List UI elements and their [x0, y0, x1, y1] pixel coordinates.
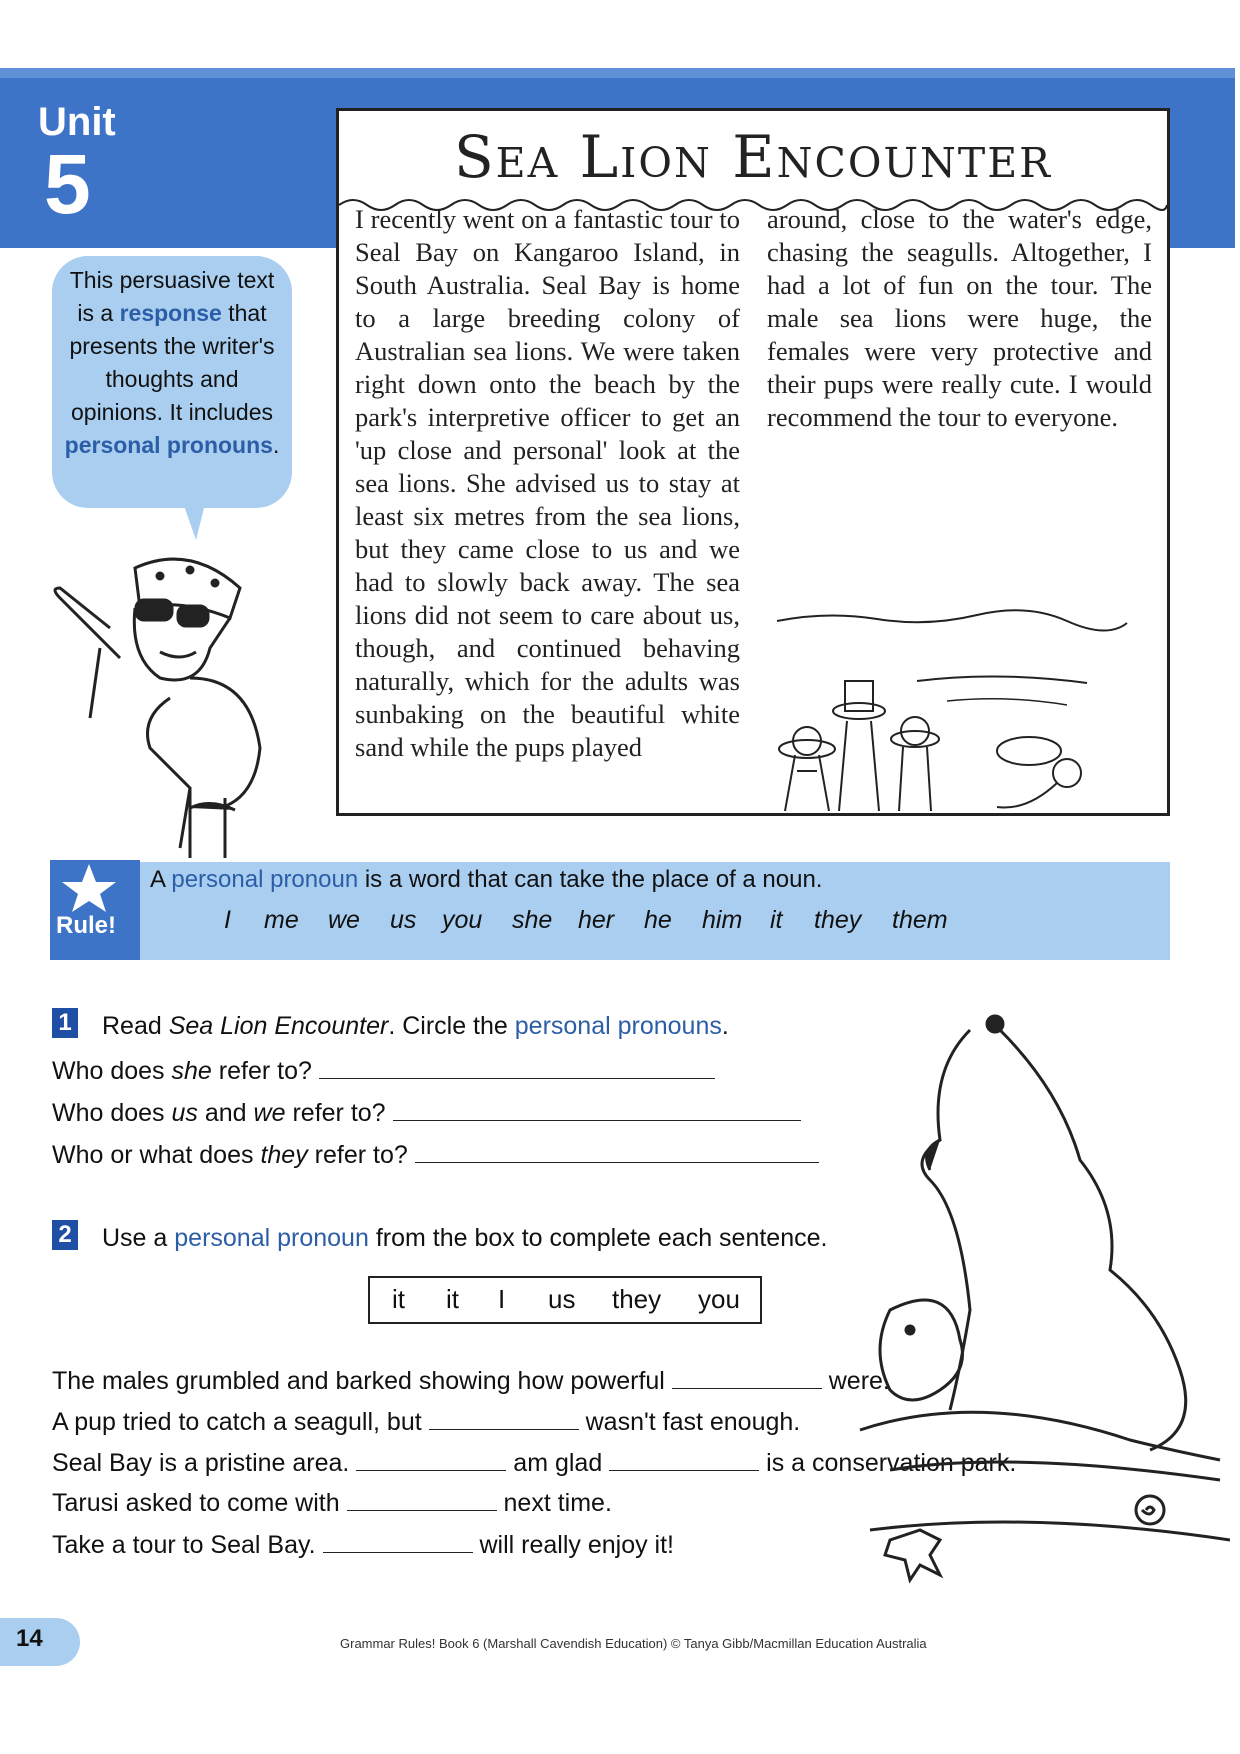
bubble-tail [180, 500, 210, 540]
answer-blank[interactable] [609, 1448, 759, 1471]
s4-a: Tarusi asked to come with [52, 1489, 340, 1517]
q1-word: she [171, 1057, 212, 1085]
pronoun-word: I [224, 906, 231, 934]
ex1-instr-term: personal pronouns [514, 1012, 722, 1040]
s5-b: will really enjoy it! [479, 1531, 674, 1559]
s1-a: The males grumbled and barked showing how powerful [52, 1367, 665, 1395]
s3-b: am glad [513, 1449, 603, 1477]
q2-word-2: we [253, 1099, 286, 1127]
box-word: you [698, 1284, 740, 1314]
bubble-text-1: This persuasive text is a [69, 267, 275, 326]
q1-b: refer to? [218, 1057, 312, 1085]
page-number: 14 [16, 1625, 43, 1652]
answer-blank[interactable] [319, 1056, 715, 1079]
exercise-1-badge: 1 [52, 1008, 78, 1038]
ex1-instr-a: Read [102, 1012, 162, 1040]
pronoun-word: they [814, 906, 862, 934]
answer-blank[interactable] [415, 1140, 819, 1163]
rule-term: personal pronoun [171, 866, 359, 893]
q2-mid: and [204, 1099, 247, 1127]
copyright-footer: Grammar Rules! Book 6 (Marshall Cavendish Education) © Tanya Gibb/Macmillan Education Australia [340, 1636, 927, 1651]
box-word: it [446, 1284, 459, 1314]
box-word: it [392, 1284, 405, 1314]
pronoun-word: she [512, 906, 553, 934]
q2-b: refer to? [292, 1099, 386, 1127]
bubble-text-3: . [272, 432, 280, 458]
header-stripe [0, 68, 1235, 78]
s2-a: A pup tried to catch a seagull, but [52, 1408, 422, 1436]
exercise-1-instruction [102, 1012, 729, 1041]
sentence-4 [52, 1488, 612, 1518]
answer-blank[interactable] [356, 1448, 506, 1471]
unit-number: 5 [44, 137, 91, 231]
rule-def-a: A [150, 866, 165, 893]
explorer-cartoon [40, 548, 290, 858]
s4-b: next time. [503, 1489, 612, 1517]
beach-illustration [767, 511, 1157, 811]
box-word: they [612, 1284, 662, 1314]
bubble-highlight-pronouns: personal pronouns [64, 432, 273, 458]
q2-a: Who does [52, 1099, 165, 1127]
q2-word-1: us [171, 1099, 198, 1127]
s1-b: were. [828, 1367, 890, 1395]
ex1-instr-c: . [721, 1012, 729, 1040]
ex2-instr-a: Use a [102, 1224, 168, 1252]
q3-a: Who or what does [52, 1141, 254, 1169]
sentence-2 [52, 1407, 800, 1437]
sentence-1 [52, 1366, 890, 1396]
answer-blank[interactable] [323, 1530, 473, 1553]
answer-blank[interactable] [347, 1488, 497, 1511]
question-3 [52, 1140, 819, 1170]
ex1-instr-b: . Circle the [388, 1012, 508, 1040]
ex2-instr-term: personal pronoun [174, 1224, 369, 1252]
pronoun-word: it [770, 906, 783, 934]
sea-lion-illustration [830, 1010, 1230, 1610]
question-2 [52, 1098, 801, 1128]
bubble-text [64, 264, 280, 462]
s5-a: Take a tour to Seal Bay. [52, 1531, 316, 1559]
sentence-5 [52, 1530, 674, 1560]
passage-column-2: around, close to the water's edge, chasing the seagulls. Altogether, I had a lot of fun on the tour. The male sea lions were huge, the females were very protective and their pups were really cute. I would recommend the tour to everyone. [767, 204, 1152, 432]
q1-a: Who does [52, 1057, 165, 1085]
passage-panel [336, 108, 1170, 816]
box-word: I [498, 1284, 506, 1314]
ex1-instr-title: Sea Lion Encounter [168, 1012, 389, 1040]
pronoun-word: me [264, 906, 299, 934]
ex2-instr-b: from the box to complete each sentence. [375, 1224, 828, 1252]
pronoun-word: you [442, 906, 483, 934]
s3-a: Seal Bay is a pristine area. [52, 1449, 350, 1477]
pronoun-word: her [578, 906, 615, 934]
rule-def-b: is a word that can take the place of a noun. [364, 866, 823, 893]
passage-column-1: I recently went on a fantastic tour to Seal Bay on Kangaroo Island, in South Australia. Seal Bay is home to a large breeding colony of Australian sea lions. We were taken right down onto the beach by the park's interpretive officer to get an 'up close and personal' look at the sea lions. She advised us to stay at least six metres from the sea lions, but they came close to us and we had to slowly back away. The sea lions did not seem to care about us, though, and continued behaving naturally, which for the adults was sunbaking on the beautiful white sand while the pups played [355, 204, 740, 762]
question-1 [52, 1056, 715, 1086]
bubble-highlight-response: response [119, 300, 222, 326]
s2-b: wasn't fast enough. [585, 1408, 801, 1436]
pronoun-word: him [702, 906, 743, 934]
bubble-text-2: that presents the writer's thoughts and opinions. It includes [69, 300, 275, 425]
pronoun-word: we [328, 906, 360, 934]
pronoun-word: he [644, 906, 672, 934]
q3-b: refer to? [314, 1141, 408, 1169]
unit-label: Unit [38, 100, 116, 144]
star-icon [60, 862, 118, 914]
answer-blank[interactable] [393, 1098, 801, 1121]
rule-label: Rule! [56, 912, 116, 939]
exercise-2-badge: 2 [52, 1220, 78, 1250]
q3-word: they [260, 1141, 308, 1169]
answer-blank[interactable] [672, 1366, 822, 1389]
answer-blank[interactable] [429, 1407, 579, 1430]
rule-definition [150, 866, 822, 894]
exercise-2-instruction [102, 1224, 827, 1253]
box-word: us [548, 1284, 576, 1314]
pronoun-word: us [390, 906, 417, 934]
pronoun-word: them [892, 906, 948, 934]
s3-c: is a conservation park. [766, 1449, 1017, 1477]
passage-title: Sea Lion Encounter [453, 123, 1053, 191]
